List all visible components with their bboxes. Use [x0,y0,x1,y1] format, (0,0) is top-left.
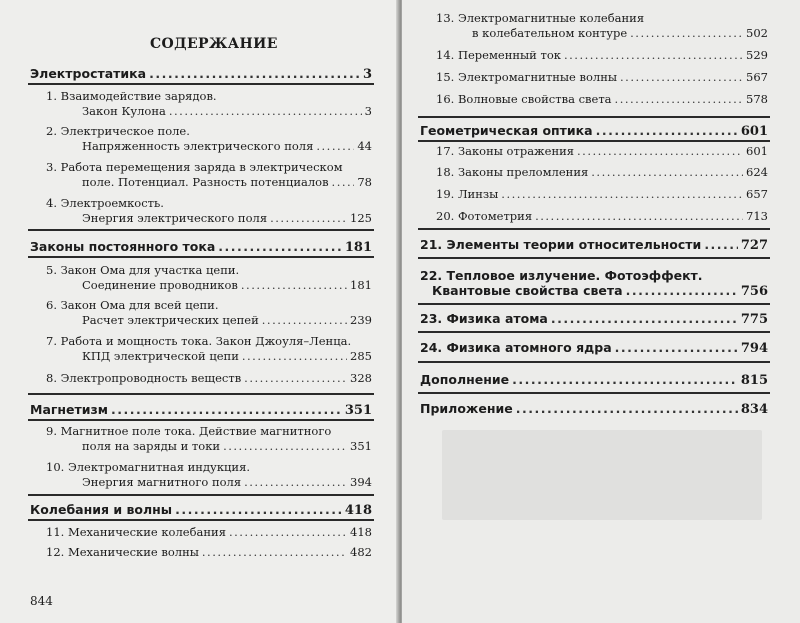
section-rule [28,519,374,521]
toc-section: Магнетизм ..... 351 [30,402,372,418]
section-rule [28,393,374,395]
toc-item: 19. Линзы ..... 657 [420,187,768,202]
toc-section: 24. Физика атомного ядра ..... 794 [420,340,768,356]
show-through-shadow [442,430,762,520]
toc-item: 1. Взаимодействие зарядов. Закон Кулона ..... 3 [30,89,372,119]
toc-section: Колебания и волны ..... 418 [30,502,372,518]
toc-item: 7. Работа и мощность тока. Закон Джоуля–Ленца. КПД электрической цепи ..... 285 [30,334,372,364]
section-rule [28,229,374,231]
toc-item: 2. Электрическое поле. Напряженность электрического поля ..... 44 [30,124,372,154]
toc-item: 20. Фотометрия ..... 713 [420,209,768,224]
toc-section: 22. Тепловое излучение. Фотоэффект. Квантовые свойства света ..... 756 [420,268,768,299]
toc-section: Приложение ..... 834 [420,401,768,417]
toc-item: 4. Электроемкость. Энергия электрического поля ..... 125 [30,196,372,226]
toc-item: 9. Магнитное поле тока. Действие магнитного поля на заряды и токи ..... 351 [30,424,372,454]
toc-item: 5. Закон Ома для участка цепи. Соединение проводников ..... 181 [30,263,372,293]
section-rule [28,256,374,258]
toc-item: 8. Электропроводность веществ ..... 328 [30,371,372,386]
toc-section: 23. Физика атома ..... 775 [420,311,768,327]
section-rule [28,494,374,496]
page-number: 844 [30,594,53,608]
toc-item: 3. Работа перемещения заряда в электрическом поле. Потенциал. Разность потенциалов ..... 78 [30,160,372,190]
toc-item: 15. Электромагнитные волны ..... 567 [420,70,768,85]
section-rule [418,331,770,333]
section-rule [418,228,770,230]
toc-section: 21. Элементы теории относительности ..... 727 [420,237,768,253]
section-rule [418,116,770,118]
section-rule [418,392,770,394]
toc-section: Дополнение ..... 815 [420,372,768,388]
toc-item: 16. Волновые свойства света ..... 578 [420,92,768,107]
toc-item: 6. Закон Ома для всей цепи. Расчет электрических цепей ..... 239 [30,298,372,328]
toc-item: 10. Электромагнитная индукция. Энергия магнитного поля ..... 394 [30,460,372,490]
toc-item: 12. Механические волны ..... 482 [30,545,372,560]
right-page [402,0,800,623]
toc-item: 13. Электромагнитные колебания в колебательном контуре ..... 502 [420,11,768,41]
toc-title: СОДЕРЖАНИЕ [150,36,278,52]
section-rule [418,361,770,363]
toc-item: 18. Законы преломления ..... 624 [420,165,768,180]
toc-section: Законы постоянного тока ..... 181 [30,239,372,255]
section-rule [418,140,770,142]
toc-item: 11. Механические колебания ..... 418 [30,525,372,540]
toc-item: 17. Законы отражения ..... 601 [420,144,768,159]
section-rule [418,257,770,259]
toc-section: Геометрическая оптика ..... 601 [420,123,768,139]
section-rule [28,419,374,421]
section-rule [418,303,770,305]
section-rule [28,83,374,85]
left-page [0,0,398,623]
toc-item: 14. Переменный ток ..... 529 [420,48,768,63]
toc-section: Электростатика ..... 3 [30,66,372,82]
